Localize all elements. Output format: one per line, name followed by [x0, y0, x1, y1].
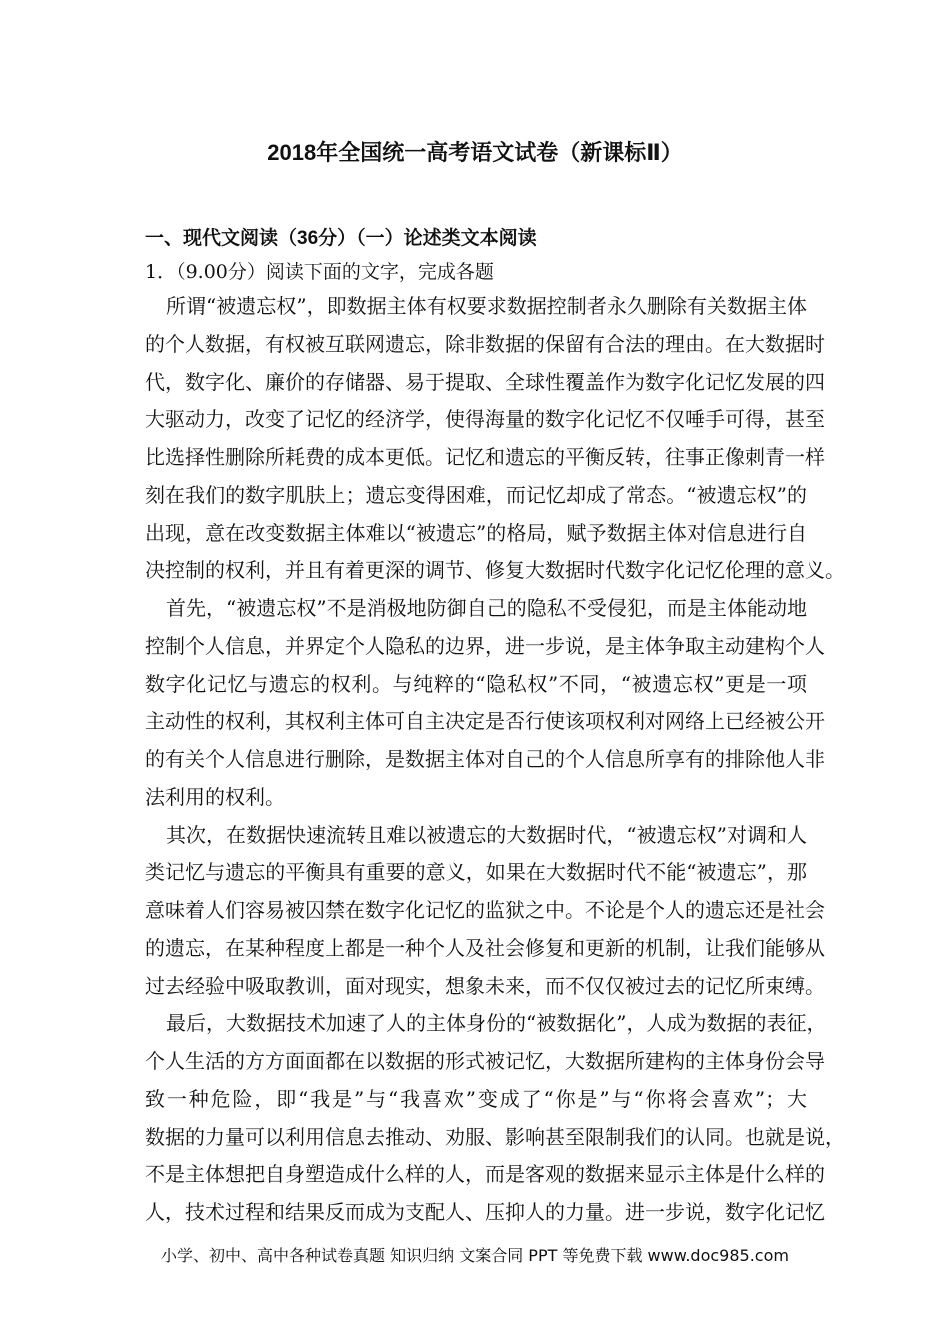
passage-body: [145, 288, 845, 1232]
footer-note: 小学、初中、高中各种试卷真题 知识归纳 文案合同 PPT 等免费下载 www.doc985.com: [161, 1246, 789, 1265]
passage-line: 过去经验中吸取教训，面对现实，想象未来，而不仅仅被过去的记忆所束缚。: [145, 973, 825, 998]
passage-line: 控制个人信息，并界定个人隐私的边界，进一步说，是主体争取主动建构个人: [145, 633, 825, 658]
passage-line: 个人生活的方方面面都在以数据的形式被记忆，大数据所建构的主体身份会导: [145, 1049, 825, 1073]
passage-line: 最后，大数据技术加速了人的主体身份的“被数据化”，人成为数据的表征，: [166, 1011, 827, 1036]
question-header: 1．（9.00分）阅读下面的文字，完成各题: [145, 261, 494, 283]
section-heading: 一、现代文阅读（36分）（一）论述类文本阅读: [145, 228, 537, 249]
document-title: 2018年全国统一高考语文试卷（新课标Ⅱ）: [267, 140, 683, 165]
passage-line: 所谓“被遗忘权”，即数据主体有权要求数据控制者永久删除有关数据主体: [166, 294, 807, 318]
passage-line: 首先，“被遗忘权”不是消极地防御自己的隐私不受侵犯，而是主体能动地: [166, 596, 807, 620]
passage-line: 刻在我们的数字肌肤上；遗忘变得困难，而记忆却成了常态。“被遗忘权”的: [145, 482, 807, 507]
passage-line: 大驱动力，改变了记忆的经济学，使得海量的数字化记忆不仅唾手可得，甚至: [145, 407, 825, 432]
passage-line: 数据的力量可以利用信息去推动、劝服、影响甚至限制我们的认同。也就是说，: [145, 1124, 845, 1149]
passage-line: 类记忆与遗忘的平衡具有重要的意义，如果在大数据时代不能“被遗忘”，那: [145, 860, 807, 885]
passage-line: 数字化记忆与遗忘的权利。与纯粹的“隐私权”不同，“被遗忘权”更是一项: [145, 671, 807, 696]
passage-line: 出现，意在改变数据主体难以“被遗忘”的格局，赋予数据主体对信息进行自: [145, 520, 807, 545]
passage-line: 法利用的权利。: [145, 784, 285, 809]
passage-line: 其次，在数据快速流转且难以被遗忘的大数据时代，“被遗忘权”对调和人: [166, 822, 807, 847]
passage-line: 人，技术过程和结果反而成为支配人、压抑人的力量。进一步说，数字化记忆: [145, 1200, 825, 1224]
passage-line: 不是主体想把自身塑造成什么样的人，而是客观的数据来显示主体是什么样的: [145, 1162, 825, 1187]
passage-line: 致一种危险，即“我是”与“我喜欢”变成了“你是”与“你将会喜欢”；大: [145, 1086, 807, 1111]
passage-line: 代，数字化、廉价的存储器、易于提取、全球性覆盖作为数字化记忆发展的四: [145, 369, 825, 394]
passage-line: 主动性的权利，其权利主体可自主决定是否行使该项权利对网络上已经被公开: [145, 709, 825, 734]
passage-line: 的个人数据，有权被互联网遗忘，除非数据的保留有合法的理由。在大数据时: [145, 331, 825, 356]
passage-line: 意味着人们容易被囚禁在数字化记忆的监狱之中。不论是个人的遗忘还是社会: [145, 898, 825, 922]
passage-line: 的有关个人信息进行删除，是数据主体对自己的个人信息所享有的排除他人非: [145, 747, 825, 771]
passage-line: 比选择性删除所耗费的成本更低。记忆和遗忘的平衡反转，往事正像刺青一样: [145, 445, 825, 469]
passage-line: 的遗忘，在某种程度上都是一种个人及社会修复和更新的机制，让我们能够从: [145, 935, 825, 960]
passage-line: 决控制的权利，并且有着更深的调节、修复大数据时代数字化记忆伦理的意义。: [145, 558, 845, 583]
